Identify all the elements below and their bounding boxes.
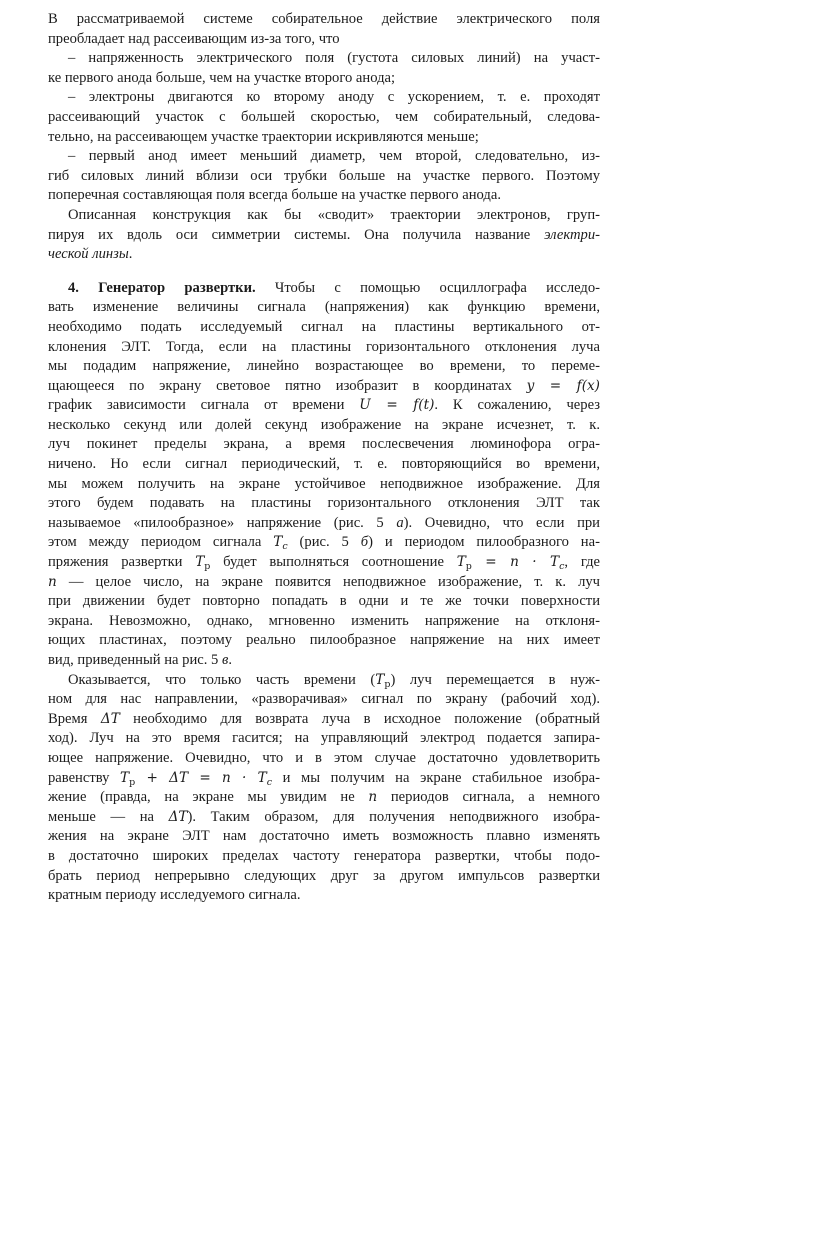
- math-symbol: T: [120, 769, 130, 786]
- text-line: жения на экране ЭЛТ нам достаточно иметь возможность плавно изменять: [48, 828, 600, 845]
- term-electric-lens-cont: ческой линзы: [48, 246, 129, 263]
- paragraph-sweep-generator: [48, 279, 600, 671]
- formula-u-ft: U = f(t): [359, 397, 435, 414]
- text-line: [48, 514, 600, 534]
- text-run: этом между периодом сигнала: [48, 534, 262, 551]
- text-line: – электроны двигаются ко второму аноду с ускорением, т. е. проходят: [68, 89, 600, 106]
- text-line: ке первого анода больше, чем на участке второго анода;: [48, 69, 396, 86]
- paragraph-flyback: [48, 671, 600, 906]
- text-line: поперечная составляющая поля всегда больше на участке первого анода.: [48, 187, 501, 204]
- text-run: и мы получим на экране стабильное изобра-: [282, 769, 600, 786]
- math-symbol: = n · T: [471, 554, 560, 571]
- symbol-delta-t: ΔT: [168, 808, 188, 825]
- math-subscript: p: [384, 678, 391, 690]
- text-run: Чтобы с помощью осциллографа исследо-: [274, 279, 600, 296]
- symbol-tp: [195, 554, 211, 573]
- text-line: при движении будет повторно попадать в одни и те же точки поверхности: [48, 593, 600, 610]
- text-line: – напряженность электрического поля (густота силовых линий) на участ-: [68, 50, 600, 67]
- text-line: луч покинет пределы экрана, а время послесвечения люминофора огра-: [48, 436, 600, 453]
- symbol-tc: [273, 534, 288, 553]
- text-line: [48, 573, 600, 593]
- text-run: пряжения развертки: [48, 554, 183, 571]
- paragraph-lens: [48, 206, 600, 265]
- math-symbol: T: [456, 554, 466, 571]
- math-subscript: c: [282, 541, 288, 553]
- symbol-tp: [375, 672, 390, 688]
- text-line: кратным периоду исследуемого сигнала.: [48, 887, 301, 904]
- text-line: ющих пластинах, поэтому реально пилообразное напряжение на них имеет: [48, 632, 600, 649]
- math-symbol: T: [273, 534, 283, 551]
- text-run: называемое «пилообразное» напряжение (рис. 5: [48, 514, 384, 531]
- text-line: [48, 279, 600, 299]
- math-subscript: c: [266, 776, 273, 788]
- section-heading: 4. Генератор развертки.: [68, 279, 256, 296]
- text-line: мы можем получить на экране устойчивое неподвижное изображение. Для: [48, 475, 600, 492]
- paragraph-bullet-2: [48, 88, 600, 147]
- text-line: [48, 377, 600, 397]
- text-line: ном для нас направлении, «разворачивая» сигнал по экрану (рабочий ход).: [48, 691, 600, 708]
- math-symbol: T: [195, 554, 205, 571]
- paragraph-bullet-3: [48, 147, 600, 206]
- text-line: преобладает над рассеивающим из-за того, что: [48, 30, 340, 47]
- symbol-delta-t: ΔT: [100, 710, 120, 727]
- text-run: ). Очевидно, что если при: [403, 514, 600, 531]
- text-run: периодов сигнала, а немного: [390, 789, 600, 806]
- text-line: – первый анод имеет меньший диаметр, чем второй, следовательно, из-: [68, 148, 600, 165]
- text-run: вид, приведенный на рис. 5: [48, 652, 219, 668]
- text-line: в достаточно широких пределах частоту генератора развертки, чтобы подо-: [48, 847, 600, 864]
- term-electric-lens: электри-: [544, 226, 600, 243]
- text-line: мы подадим напряжение, линейно возрастающее во времени, то переме-: [48, 358, 600, 375]
- text-run: .: [228, 652, 232, 668]
- text-line: [48, 671, 600, 691]
- text-run: ). Таким образом, для получения неподвижного изобра-: [187, 808, 600, 825]
- text-line: вать изменение величины сигнала (напряжения) как функцию времени,: [48, 299, 600, 316]
- math-subscript: p: [129, 776, 136, 788]
- body-text: [48, 10, 600, 906]
- text-run: пируя их вдоль оси симметрии системы. Она получила название: [48, 226, 531, 243]
- text-run: график зависимости сигнала от времени: [48, 397, 345, 414]
- text-line: рассеивающий участок с большей скоростью, чем собирательный, следова-: [48, 108, 600, 125]
- paragraph-intro: [48, 10, 600, 49]
- text-run: ) луч перемещается в нуж-: [390, 671, 600, 688]
- symbol-n: n: [48, 573, 57, 590]
- text-line: необходимо подать исследуемый сигнал на пластины вертикального от-: [48, 318, 600, 335]
- math-subscript: p: [204, 561, 211, 573]
- text-run: щающееся по экрану световое пятно изобразит в координатах: [48, 377, 512, 394]
- text-line: [48, 396, 600, 416]
- text-line: [48, 769, 600, 789]
- math-subscript: p: [465, 561, 472, 573]
- text-line: ющее напряжение. Очевидно, что и в этом случае достаточно удовлетворить: [48, 749, 600, 766]
- text-line: [48, 710, 600, 730]
- text-line: [48, 553, 600, 573]
- text-run: (рис. 5: [299, 534, 349, 551]
- text-line: тельно, на рассеивающем участке траектории искривляются меньше;: [48, 128, 479, 145]
- text-run: будет выполняться соотношение: [223, 554, 444, 571]
- math-subscript: c: [559, 561, 565, 573]
- text-run: ) и периодом пилообразного на-: [368, 534, 600, 551]
- paragraph-bullet-1: [48, 49, 600, 88]
- text-line: ничено. Но если сигнал периодический, т. е. повторяющийся во времени,: [48, 456, 600, 473]
- text-line: этого будем подавать на пластины горизонтального отклонения ЭЛТ так: [48, 495, 600, 512]
- math-symbol: T: [375, 671, 385, 688]
- text-line: ческой линзы.: [48, 246, 133, 263]
- symbol-n: n: [368, 789, 378, 806]
- text-run: — целое число, на экране появится неподвижное изображение, т. к. луч: [68, 573, 600, 590]
- text-line: гиб силовых линий вблизи оси трубки больше на участке первого. Поэтому: [48, 167, 600, 184]
- text-line: ход). Луч на это время гасится; на управляющий электрод подается запира-: [48, 730, 600, 747]
- text-run: равенству: [48, 769, 110, 786]
- text-line: [48, 808, 600, 828]
- text-line: [48, 533, 600, 553]
- text-run: Оказывается, что только часть времени (: [68, 671, 376, 688]
- math-symbol: + ΔT = n · T: [135, 769, 267, 786]
- figure-ref-v: в: [222, 652, 229, 668]
- text-run: меньше — на: [48, 808, 154, 825]
- text-line: экрана. Невозможно, однако, мгновенно изменить напряжение на отклоня-: [48, 612, 600, 629]
- figure-ref-b: б: [360, 534, 369, 551]
- text-run: Время: [48, 710, 88, 727]
- formula-relation: [456, 554, 565, 573]
- figure-ref-a: а: [396, 514, 404, 531]
- text-line: [48, 788, 600, 808]
- text-run: жение (правда, на экране мы увидим не: [48, 789, 355, 806]
- text-run: . К сожалению, через: [434, 397, 600, 414]
- text-line: Описанная конструкция как бы «сводит» траектории электронов, груп-: [68, 206, 600, 223]
- text-run: , где: [564, 554, 600, 571]
- text-line: брать период непрерывно следующих друг за другом импульсов развертки: [48, 867, 600, 884]
- text-line: [48, 226, 600, 246]
- text-line: несколько секунд или долей секунд изображение на экране исчезнет, т. к.: [48, 416, 600, 433]
- formula-equality: [120, 770, 272, 786]
- text-run: необходимо для возврата луча в исходное положение (обратный: [133, 710, 600, 727]
- text-line: клонения ЭЛТ. Тогда, если на пластины горизонтального отклонения луча: [48, 338, 600, 355]
- text-line: В рассматриваемой системе собирательное действие электрического поля: [48, 11, 600, 27]
- formula-y-fx: y = f(x): [526, 377, 600, 394]
- text-line: [48, 651, 600, 671]
